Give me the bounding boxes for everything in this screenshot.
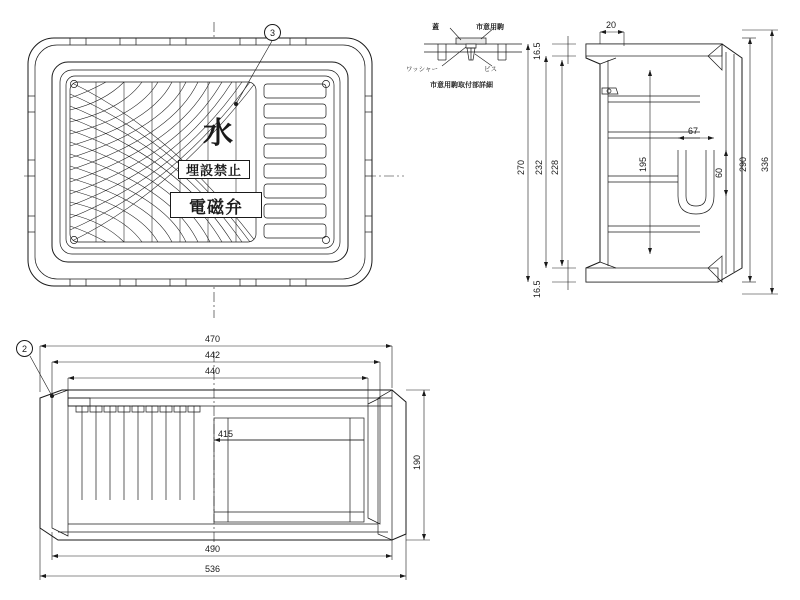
dim-front-415: 415 bbox=[218, 429, 234, 439]
balloon-3-leader-dot bbox=[234, 102, 238, 106]
side-pipe-u bbox=[678, 150, 714, 214]
dim-side-290: 290 bbox=[738, 156, 748, 172]
dim-front-440: 440 bbox=[205, 366, 221, 376]
dim-side-67: 67 bbox=[688, 126, 699, 136]
dim-front-442: 442 bbox=[205, 350, 221, 360]
lid-label-no-burial: 埋設禁止 bbox=[178, 160, 250, 179]
front-section-group bbox=[30, 352, 406, 548]
dim-side-195: 195 bbox=[638, 156, 648, 172]
mounting-detail-group bbox=[424, 28, 522, 66]
dim-front-470: 470 bbox=[205, 334, 221, 344]
side-section-group bbox=[586, 44, 742, 282]
detail-washer bbox=[466, 44, 476, 48]
front-body-outline bbox=[40, 390, 406, 540]
dim-side-165-bottom: 16.5 bbox=[532, 280, 542, 298]
dim-side-165-top: 16.5 bbox=[532, 42, 542, 60]
side-bottom-flange bbox=[586, 268, 718, 282]
balloon-2-leader bbox=[30, 356, 52, 396]
dim-side-228: 228 bbox=[550, 159, 560, 175]
side-body-outline bbox=[586, 44, 742, 282]
dim-front-536: 536 bbox=[205, 564, 221, 574]
dim-side-60: 60 bbox=[714, 167, 724, 178]
dim-front-490: 490 bbox=[205, 544, 221, 554]
side-top-flange bbox=[586, 44, 722, 56]
detail-callout-futa: 蓋 bbox=[432, 23, 439, 31]
detail-callout-washer: ワッシャー bbox=[406, 65, 439, 73]
detail-callout-screw: ビス bbox=[484, 65, 497, 73]
dim-side-270: 270 bbox=[516, 159, 526, 175]
dim-front-190: 190 bbox=[412, 454, 422, 470]
dim-side-20: 20 bbox=[606, 20, 617, 30]
lid-label-solenoid-valve: 電磁弁 bbox=[170, 192, 262, 218]
dim-side-232: 232 bbox=[534, 159, 544, 175]
leader-washer bbox=[442, 47, 466, 66]
detail-callout-koma: 市意用駒 bbox=[476, 23, 504, 31]
balloon-item-3[interactable]: 3 bbox=[264, 24, 281, 41]
detail-caption: 市意用駒取付部詳細 bbox=[430, 81, 493, 89]
balloon-item-2[interactable]: 2 bbox=[16, 340, 33, 357]
lid-mark-water: 水 bbox=[203, 116, 233, 151]
leader-futa bbox=[450, 28, 461, 40]
dim-side-336: 336 bbox=[760, 156, 770, 172]
